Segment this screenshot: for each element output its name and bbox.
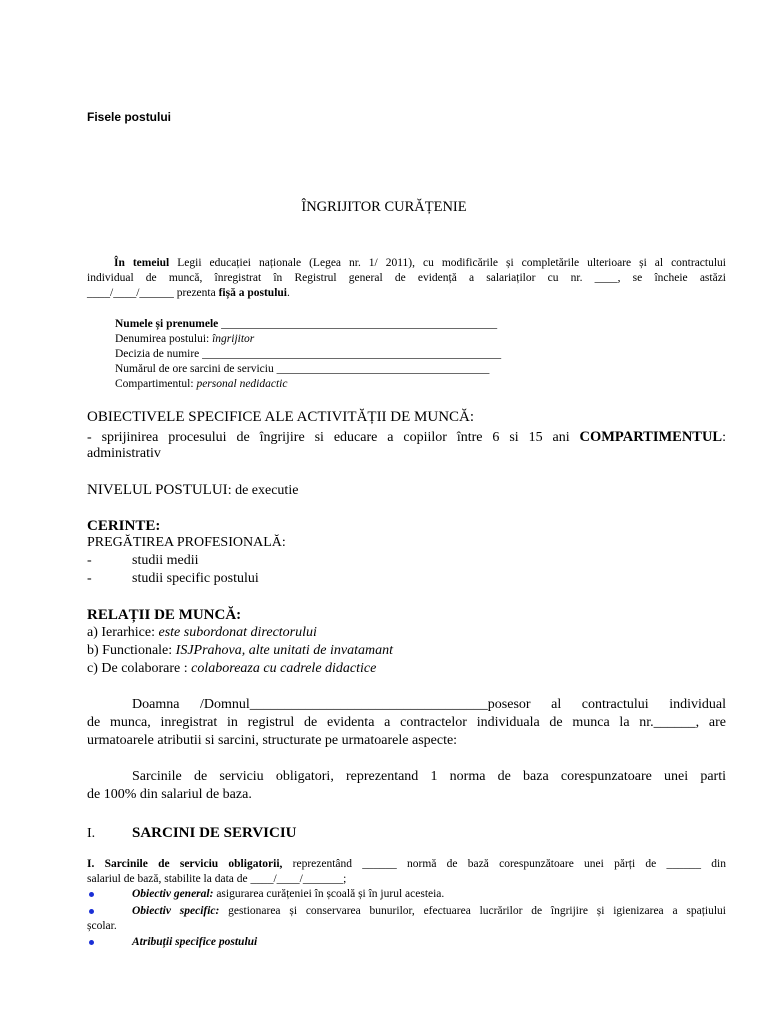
bullet-icon [89, 940, 94, 945]
document-header-title: Fisele postului [87, 110, 172, 124]
contract-line-2: de munca, inregistrat in registrul de evidenta a contractelor individuala de munca la nr.______, are [87, 715, 726, 730]
requirements-item-dash-2: - [87, 571, 92, 586]
field-name [115, 317, 497, 332]
field-decision-label: Decizia de numire [115, 348, 200, 360]
field-hours-label: Numărul de ore sarcini de serviciu [115, 363, 274, 375]
requirements-item-1: studii medii [132, 553, 199, 568]
job-level-value: : de executie [227, 483, 299, 498]
field-department-label: Compartimentul: [115, 378, 197, 390]
details-b2-text: gestionarea și conservarea bunurilor, efectuarea lucrărilor de îngrijire și igienizarea a spațiului [219, 905, 726, 917]
relations-c-value: colaboreaza cu cadrele didactice [191, 661, 377, 676]
details-b2-label: Obiectiv specific: [132, 905, 220, 917]
requirements-heading: CERINTE: [87, 518, 161, 534]
details-specific-duties [132, 935, 257, 950]
relations-a-label: a) Ierarhice: [87, 625, 159, 640]
details-objective-general [132, 887, 444, 902]
objectives-heading-colon: : [469, 409, 475, 425]
details-objective-specific [132, 904, 726, 919]
objectives-line-1-end: : [722, 430, 726, 445]
intro-line-3 [87, 286, 290, 301]
objectives-line-1-bold: COMPARTIMENTUL [579, 429, 723, 445]
objectives-line-1-text: - sprijinirea procesului de îngrijire si educare a copiilor între 6 si 15 ani [87, 430, 580, 445]
intro-line-3-start: ____/____/______ prezenta [87, 287, 219, 299]
field-hours [115, 362, 489, 377]
relations-hierarchical [87, 624, 317, 642]
intro-bold-start: În temeiul [114, 257, 170, 269]
contract-line-3: urmatoarele atributii si sarcini, structurate pe urmatoarele aspecte: [87, 733, 458, 748]
details-line-1-bold: I. Sarcinile de serviciu obligatorii, [87, 858, 283, 870]
relations-b-value: ISJPrahova, alte unitati de invatamant [175, 643, 394, 658]
details-objective-specific-cont: școlar. [87, 920, 117, 932]
field-hours-line: _____________________________________ [276, 363, 490, 375]
intro-line-1 [87, 256, 726, 271]
intro-line-2: individual de muncă, înregistrat în Registrul general de evidență a salariaților cu nr. ____, se încheie astăzi [87, 272, 726, 284]
intro-line-1-text: Legii educației naționale (Legea nr. 1/ 2011), cu modificările și completările ulterioare și al contractului [169, 257, 726, 269]
field-name-line: ________________________________________________ [221, 318, 498, 330]
details-line-1 [87, 857, 726, 872]
job-title: ÎNGRIJITOR CURĂȚENIE [301, 199, 467, 215]
contract-line-1: Doamna /Domnul__________________________________posesor al contractului individual [132, 697, 726, 712]
duties-intro-line-1: Sarcinile de serviciu obligatori, reprezentand 1 norma de baza corespunzatoare unei parti [132, 769, 726, 784]
field-decision-line: ____________________________________________________ [202, 348, 502, 360]
details-b1-text: asigurarea curățeniei în școală și în jurul acesteia. [213, 888, 445, 900]
relations-c-label: c) De colaborare : [87, 661, 192, 676]
field-name-label: Numele și prenumele [115, 318, 219, 330]
field-position-value: îngrijitor [212, 333, 255, 345]
field-department-value: personal nedidactic [196, 378, 288, 390]
field-position [115, 332, 254, 347]
relations-collaboration [87, 660, 376, 678]
relations-functional [87, 642, 393, 660]
objectives-heading [87, 408, 474, 426]
objectives-line-1 [87, 428, 726, 447]
intro-line-3-bold: fișă a postului [218, 287, 287, 299]
relations-b-label: b) Functionale: [87, 643, 176, 658]
details-line-1-text: reprezentând ______ normă de bază corespunzătoare unei părți de ______ din [282, 858, 726, 870]
details-line-2: salariul de bază, stabilite la data de ____/____/_______; [87, 873, 347, 885]
requirements-item-dash-1: - [87, 553, 92, 568]
details-b3-label: Atribuții specifice postului [132, 936, 258, 948]
objectives-line-2: administrativ [87, 446, 161, 461]
details-b1-label: Obiectiv general: [132, 888, 214, 900]
bullet-icon [89, 892, 94, 897]
field-decision [115, 347, 501, 362]
job-level-label: NIVELUL POSTULUI [87, 482, 228, 498]
relations-heading: RELAȚII DE MUNCĂ: [87, 607, 242, 623]
requirements-subheading: PREGĂTIREA PROFESIONALĂ: [87, 535, 286, 550]
objectives-heading-text: OBIECTIVELE SPECIFICE ALE ACTIVITĂȚII DE MUNCĂ [87, 409, 470, 425]
bullet-icon [89, 909, 94, 914]
duties-intro-line-2: de 100% din salariul de baza. [87, 787, 252, 802]
field-position-label: Denumirea postului: [115, 333, 213, 345]
field-department [115, 377, 287, 392]
intro-line-3-end: . [286, 287, 290, 299]
section-number: I. [87, 826, 96, 841]
section-title: SARCINI DE SERVICIU [132, 825, 297, 841]
requirements-item-2: studii specific postului [132, 571, 259, 586]
job-level [87, 481, 298, 500]
relations-a-value: este subordonat directorului [158, 625, 317, 640]
